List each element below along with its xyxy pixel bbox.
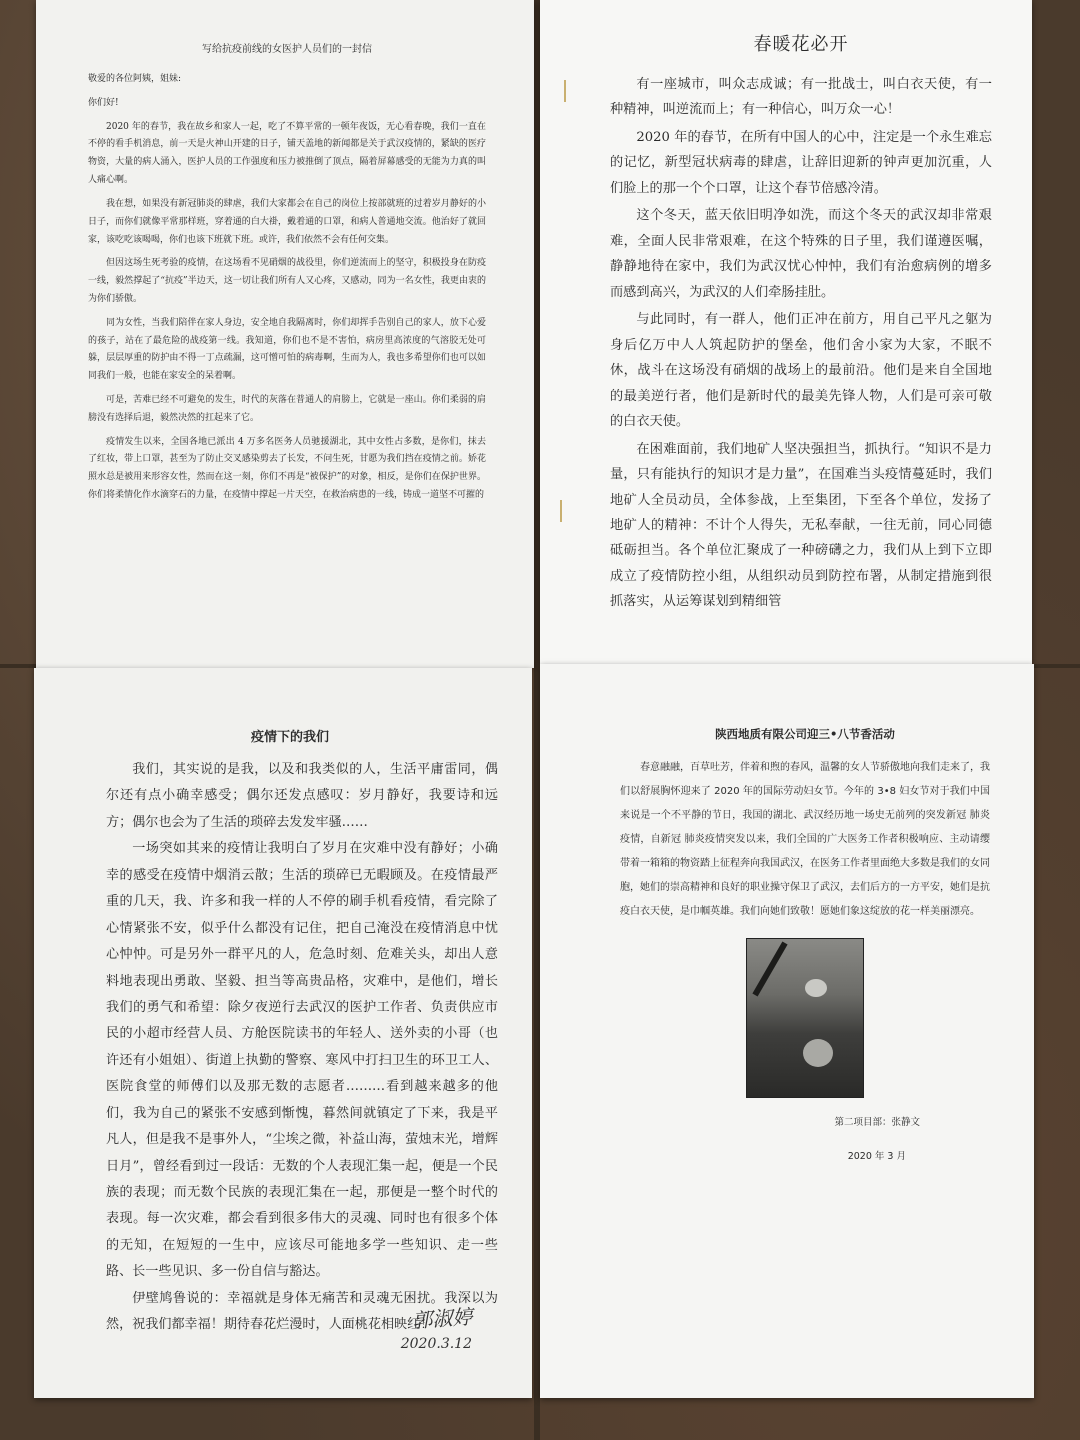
flower-shape: [805, 979, 827, 997]
essay-page-epidemic: [34, 668, 532, 1398]
essay-paragraph: 一场突如其来的疫情让我明白了岁月在灾难中没有静好；小确幸的感受在疫情中烟消云散；生活的琐碎已无暇顾及。在疫情最严重的几天，我、许多和我一样的人不停的刷手机看疫情，看完除了心情紧张不安，似乎什么都没有记住，把自己淹没在疫情消息中忧心忡忡。可是另外一群平凡的人，危急时刻、危难关头，却出人意料地表现出勇敢、坚毅、担当等高贵品格，灾难中，是他们，增长我们的勇气和希望：除夕夜逆行去武汉的医护工作者、负责供应市民的小超市经营人员、方舱医院读书的年轻人、送外卖的小哥（也许还有小姐姐）、街道上执勤的警察、寒风中打扫卫生的环卫工人、医院食堂的师傅们以及那无数的志愿者………看到越来越多的他们，我为自己的紧张不安感到惭愧，暮然间就镇定了下来，我是平凡人，但是我不是事外人，“尘埃之微，补益山海，萤烛末光，增辉日月”，曾经看到过一段话：无数的个人表现汇集一起，便是一个民族的表现；而无数个民族的表现汇集在一起，那便是一整个时代的表现。每一次灾难，都会看到很多伟大的灵魂、同时也有很多个体的无知，在短短的一生中，应该尽可能地多学一些知识、走一些路、长一些见识、多一份自信与豁达。: [106, 841, 498, 1280]
letter-body: [88, 71, 486, 505]
branch-shape: [752, 942, 787, 997]
essay-paragraph: 2020 年的春节，在所有中国人的心中，注定是一个永生难忘的记忆，新型冠状病毒的肆虐，让辞旧迎新的钟声更加沉重，人们脸上的那一个个口罩，让这个春节倍感冷清。: [610, 129, 992, 196]
essay-body: [610, 72, 992, 615]
essay-paragraph: 与此同时，有一群人，他们正冲在前方，用自己平凡之躯为身后亿万中人人筑起防护的堡垒，他们舍小家为大家，不眠不休，战斗在这场没有硝烟的战场上的最前沿。他们是来自全国地的最美逆行者，他们是新时代的最美先锋人物，人们是可亲可敬的白衣天使。: [610, 312, 992, 430]
essay-title: 疫情下的我们: [250, 730, 329, 745]
notice-paragraph: 春意融融，百草吐芳，伴着和煦的春风，温馨的女人节骄傲地向我们走来了，我们以舒展胸怀迎来了 2020 年的国际劳动妇女节。今年的 3•8 妇女节对于我们中国来说是一个不平静的节日，我国的湖北、武汉经历地一场史无前列的突发新冠 肺炎疫情，自新冠 肺炎疫情突发以来，我们全国的广大医务工作者积极响应、主动请缨带着一箱箱的物资踏上征程奔向我国武汉，在医务工作者里面绝大多数是我们的女同胞，她们的崇高精神和良好的职业操守保卫了武汉，去们后方的一方平安，她们是抗 疫白衣天使，是巾帼英雄。我们向她们致敬！愿她们象这绽放的花一样美丽漂亮。: [620, 762, 990, 917]
letter-paragraph: 2020 年的春节，我在故乡和家人一起，吃了不算平常的一顿年夜饭，无心看春晚，我们一直在不停的看手机消息，前一天是火神山开建的日子，铺天盖地的新闻都是关于武汉疫情的，紧缺的医疗物资，大量的病人涌入，医护人员的工作强度和压力被推倒了顶点，隔着屏幕感受的无能为力真的叫人痛心啊。: [88, 121, 486, 186]
flower-shape: [803, 1039, 833, 1067]
essay-paragraph: 伊壁鸠鲁说的：幸福就是身体无痛苦和灵魂无困扰。我深以为然，祝我们都幸福！期待春花烂漫时，人面桃花相映红！: [106, 1290, 498, 1333]
notice-body: [620, 756, 990, 924]
letter-greeting: 你们好!: [88, 97, 119, 108]
blossom-photo: [746, 938, 864, 1098]
event-notice-page: [540, 664, 1034, 1398]
letter-salutation: 敬爱的各位阿姨，姐妹:: [88, 74, 182, 84]
notice-title: 陕西地质有限公司迎三•八节香活动: [715, 727, 895, 741]
letter-paragraph: 同为女性，当我们陪伴在家人身边，安全地自我隔离时，你们却挥手告别自己的家人，放下心爱的孩子，站在了最危险的战疫第一线。我知道，你们也不是不害怕，病房里高浓度的气溶胶无处可躲，层层厚重的防护由不得一丁点疏漏，这可憎可怕的病毒啊，生而为人，我也多希望你们也可以如同我们一般，也能在家安全的呆着啊。: [88, 317, 486, 382]
staple-mark: [564, 80, 566, 102]
letter-title: 写给抗疫前线的女医护人员们的一封信: [202, 44, 372, 55]
letter-page: [36, 0, 534, 668]
letter-paragraph: 我在想，如果没有新冠肺炎的肆虐，我们大家都会在自己的岗位上按部就班的过着岁月静好的小日子，而你们就像平常那样班，穿着通的白大褂，戴着通的口罩，和病人普通地交流。他治好了就回家，该吃吃该喝喝，你们也该下班就下班。或许，我们依然不会有任何交集。: [88, 198, 486, 245]
letter-paragraph: 可是，苦难已经不可避免的发生，时代的灰落在普通人的肩膀上，它就是一座山。你们柔弱的肩膀没有选择后退，毅然决然的扛起来了它。: [88, 395, 486, 423]
essay-paragraph: 在困难面前，我们地矿人坚决强担当，抓执行。“知识不是力量，只有能执行的知识才是力量”，在国难当头疫情蔓延时，我们地矿人全员动员，全体参战，上至集团，下至各个单位，发扬了地矿人的精神：不计个人得失，无私奉献，一往无前，同心同德砥砺担当。各个单位汇聚成了一种磅礴之力，我们从上到下立即成立了疫情防控小组，从组织动员到防控布署，从制定措施到很抓落实，从运筹谋划到精细管: [610, 441, 992, 610]
essay-title: 春暖花必开: [753, 34, 849, 55]
staple-mark: [560, 500, 562, 522]
letter-paragraph: 疫情发生以来，全国各地已派出 4 万多名医务人员驰援湖北，其中女性占多数，是你们，抹去了红妆，带上口罩，甚至为了防止交叉感染剪去了长发，不问生死，甘愿为我们挡在疫情之前。娇花照水总是被用来形容女性，然而在这一刻，你们不再是“被保护”的对象，相反，是你们在保护世界。你们将柔情化作水滴穿石的力量，在疫情中撑起一片天空，在救治病患的一线，铸成一道坚不可摧的: [88, 436, 486, 501]
notice-date: 2020 年 3 月: [847, 1151, 906, 1162]
essay-paragraph: 有一座城市，叫众志成诚；有一批战士，叫白衣天使，有一种精神，叫逆流而上；有一种信心，叫万众一心！: [610, 77, 992, 118]
department-signature: 第二项目部：张静文: [834, 1117, 920, 1128]
essay-paragraph: 这个冬天，蓝天依旧明净如洗，而这个冬天的武汉却非常艰难，全面人民非常艰难，在这个特殊的日子里，我们谨遵医嘱，静静地待在家中，我们为武汉忧心忡忡，我们有治愈病例的增多而感到高兴，为武汉的人们牵肠挂肚。: [610, 208, 992, 300]
handwritten-signature: [401, 1303, 472, 1352]
essay-paragraph: 我们，其实说的是我，以及和我类似的人，生活平庸雷同，偶尔还有点小确幸感受；偶尔还发点感叹：岁月静好，我要诗和远方；偶尔也会为了生活的琐碎去发发牢骚……: [106, 762, 498, 830]
essay-page-spring: [540, 0, 1032, 664]
signature-date: 2020.3.12: [400, 1336, 472, 1352]
essay-body: [106, 757, 498, 1339]
letter-paragraph: 但因这场生死考验的疫情，在这场看不见硝烟的战役里，你们逆流而上的坚守，积极投身在防疫一线，毅然撑起了“抗疫”半边天，这一切让我们所有人又心疼，又感动，同为一名女性，我更由衷的为你们骄傲。: [88, 258, 486, 304]
signature-name: 郭淑婷: [411, 1304, 473, 1333]
